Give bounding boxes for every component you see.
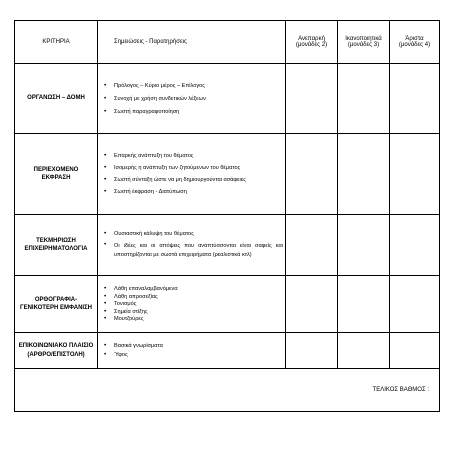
score-cell-insufficient[interactable]	[286, 276, 338, 333]
criterion-label-line: ΟΡΓΑΝΩΣΗ – ΔΟΜΗ	[27, 95, 85, 102]
list-item: • Ουσιαστική κάλυψη του θέματος	[104, 231, 283, 237]
header-excellent	[390, 21, 440, 64]
score-cell-excellent[interactable]	[390, 64, 440, 134]
criterion-label-line: ΕΠΙΚΟΙΝΩΝΙΑΚΟ ΠΛΑΙΣΙΟ	[18, 343, 94, 350]
header-insufficient	[286, 21, 338, 64]
header-insufficient-points: (μονάδες 2)	[295, 42, 328, 48]
criterion-label-line: ΕΠΙΧΕΙΡΗΜΑΤΟΛΟΓΙΑ	[24, 246, 88, 252]
notes-list	[104, 231, 283, 258]
list-item: • Οι ιδέες και οι απόψεις που αναπτύσσονται είναι σαφείς και υποστηρίζονται με σωστά επιχειρήματα (ρεαλιστικά κτλ)	[104, 242, 283, 258]
rubric-sheet	[14, 20, 439, 410]
score-cell-excellent[interactable]	[390, 134, 440, 215]
criterion-notes	[98, 64, 286, 134]
criterion-label	[15, 64, 98, 134]
list-item: • Συνοχή με χρήση συνδετικών λέξεων	[104, 96, 283, 102]
criterion-label	[15, 134, 98, 215]
criterion-label-line: ΟΡΘΟΓΡΑΦΙΑ-	[34, 296, 78, 303]
criterion-row-organization	[15, 64, 440, 134]
header-satisfactory-label: Ικανοποιητικά	[345, 36, 382, 42]
criterion-notes	[98, 134, 286, 215]
list-item: • Λάθη απροσεξίας	[104, 294, 283, 300]
list-item: • Τονισμός	[104, 301, 283, 307]
score-cell-excellent[interactable]	[390, 333, 440, 369]
score-cell-satisfactory[interactable]	[338, 64, 390, 134]
list-item: • Σωστή σύνταξη ώστε να μη δημιουργούνται ασάφειες	[104, 177, 283, 183]
grading-rubric-table	[14, 20, 440, 412]
criterion-label	[15, 276, 98, 333]
list-item: • Επαρκής ανάπτυξη του θέματος	[104, 153, 283, 159]
criterion-label	[15, 215, 98, 276]
notes-list	[104, 343, 283, 358]
criterion-label-line: (ΑΡΘΡΟ/ΕΠΙΣΤΟΛΗ)	[27, 351, 85, 358]
list-item: • Ισομερής η ανάπτυξη των ζητούμενων του θέματος	[104, 165, 283, 171]
criterion-row-communication	[15, 333, 440, 369]
criterion-notes	[98, 276, 286, 333]
score-cell-satisfactory[interactable]	[338, 276, 390, 333]
final-grade-label: ΤΕΛΙΚΟΣ ΒΑΘΜΟΣ :	[15, 369, 440, 412]
list-item: • Σωστή έκφραση - Διατύπωση	[104, 189, 283, 195]
score-cell-insufficient[interactable]	[286, 333, 338, 369]
score-cell-insufficient[interactable]	[286, 134, 338, 215]
list-item: • Βασικά γνωρίσματα	[104, 343, 283, 349]
criterion-row-spelling	[15, 276, 440, 333]
list-item: • Πρόλογος – Κύριο μέρος – Επίλογος	[104, 83, 283, 89]
criterion-label-line: ΠΕΡΙΕΧΟΜΕΝΟ	[33, 166, 79, 173]
notes-list	[104, 83, 283, 115]
header-row	[15, 21, 440, 64]
score-cell-satisfactory[interactable]	[338, 215, 390, 276]
criterion-notes	[98, 215, 286, 276]
header-excellent-label: Άριστα	[405, 36, 424, 42]
header-satisfactory-points: (μονάδες 3)	[347, 42, 380, 48]
notes-list	[104, 153, 283, 195]
score-cell-insufficient[interactable]	[286, 64, 338, 134]
header-insufficient-label: Ανεπαρκή	[298, 36, 325, 42]
header-satisfactory	[338, 21, 390, 64]
criterion-row-content	[15, 134, 440, 215]
notes-list	[104, 286, 283, 322]
score-cell-satisfactory[interactable]	[338, 134, 390, 215]
list-item: • Σημεία στίξης	[104, 309, 283, 315]
score-cell-excellent[interactable]	[390, 215, 440, 276]
criterion-label-line: ΕΚΦΡΑΣΗ	[41, 175, 71, 181]
list-item: • Μουτζούρες	[104, 316, 283, 322]
list-item: • Ύφος	[104, 352, 283, 358]
criterion-notes	[98, 333, 286, 369]
header-criteria: ΚΡΙΤΗΡΙΑ	[15, 21, 98, 64]
score-cell-excellent[interactable]	[390, 276, 440, 333]
total-row	[15, 369, 440, 412]
criterion-row-argumentation	[15, 215, 440, 276]
criterion-label-line: ΤΕΚΜΗΡΙΩΣΗ	[36, 237, 76, 244]
score-cell-insufficient[interactable]	[286, 215, 338, 276]
list-item: • Λάθη επαναλαμβανόμενα	[104, 286, 283, 292]
list-item: • Σωστή παραγραφοποίηση	[104, 109, 283, 115]
header-notes: Σημειώσεις - Παρατηρήσεις	[98, 21, 286, 64]
score-cell-satisfactory[interactable]	[338, 333, 390, 369]
criterion-label-line: ΓΕΝΙΚΟΤΕΡΗ ΕΜΦΑΝΙΣΗ	[19, 305, 93, 311]
header-excellent-points: (μονάδες 4)	[398, 42, 431, 48]
criterion-label	[15, 333, 98, 369]
